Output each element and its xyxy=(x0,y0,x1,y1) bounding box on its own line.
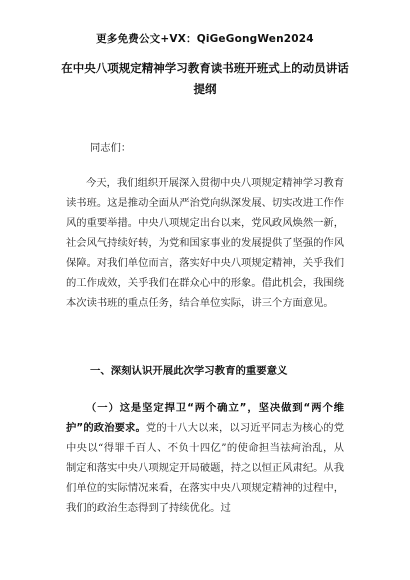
watermark-header: 更多免费公文+VX：QiGeGongWen2024 xyxy=(96,33,314,45)
salutation: 同志们： xyxy=(90,142,132,154)
paragraph-section-1-1 xyxy=(66,398,344,518)
paragraph-intro: 今天，我们组织开展深入贯彻中央八项规定精神学习教育读书班。这是推动全面从严治党向纵深发展、切实改进工作作风的重要举措。中央八项规定出台以来，党风政风焕然一新，社会风气持续好转，为党和国家事业的发展提供了坚强的作风保障。对我们单位而言，落实好中央八项规定精神，关乎我们的工作成效，关乎我们在群众心中的形象。借此机会，我围绕本次读书班的重点任务，结合单位实际，讲三个方面意见。 xyxy=(66,177,345,309)
section-heading-1: 一、深刻认识开展此次学习教育的重要意义 xyxy=(90,365,288,377)
subsection-text-1: 党的十八大以来，以习近平同志为核心的党中央以“得罪千百人、不负十四亿”的使命担当祛疴治乱，从制定和落实中央八项规定开局破题，持之以恒正风肃纪。从我们单位的实际情况来看，在落实中央八项规定精神的过程中，我们的政治生态得到了持续优化。过 xyxy=(66,422,345,514)
subsection-heading-1: （一）这是坚定捍卫“两个确立”，坚决做到“两个维护”的政治要求。 xyxy=(66,402,344,434)
document-title: 在中央八项规定精神学习教育读书班开班式上的动员讲话提纲 xyxy=(61,61,349,96)
